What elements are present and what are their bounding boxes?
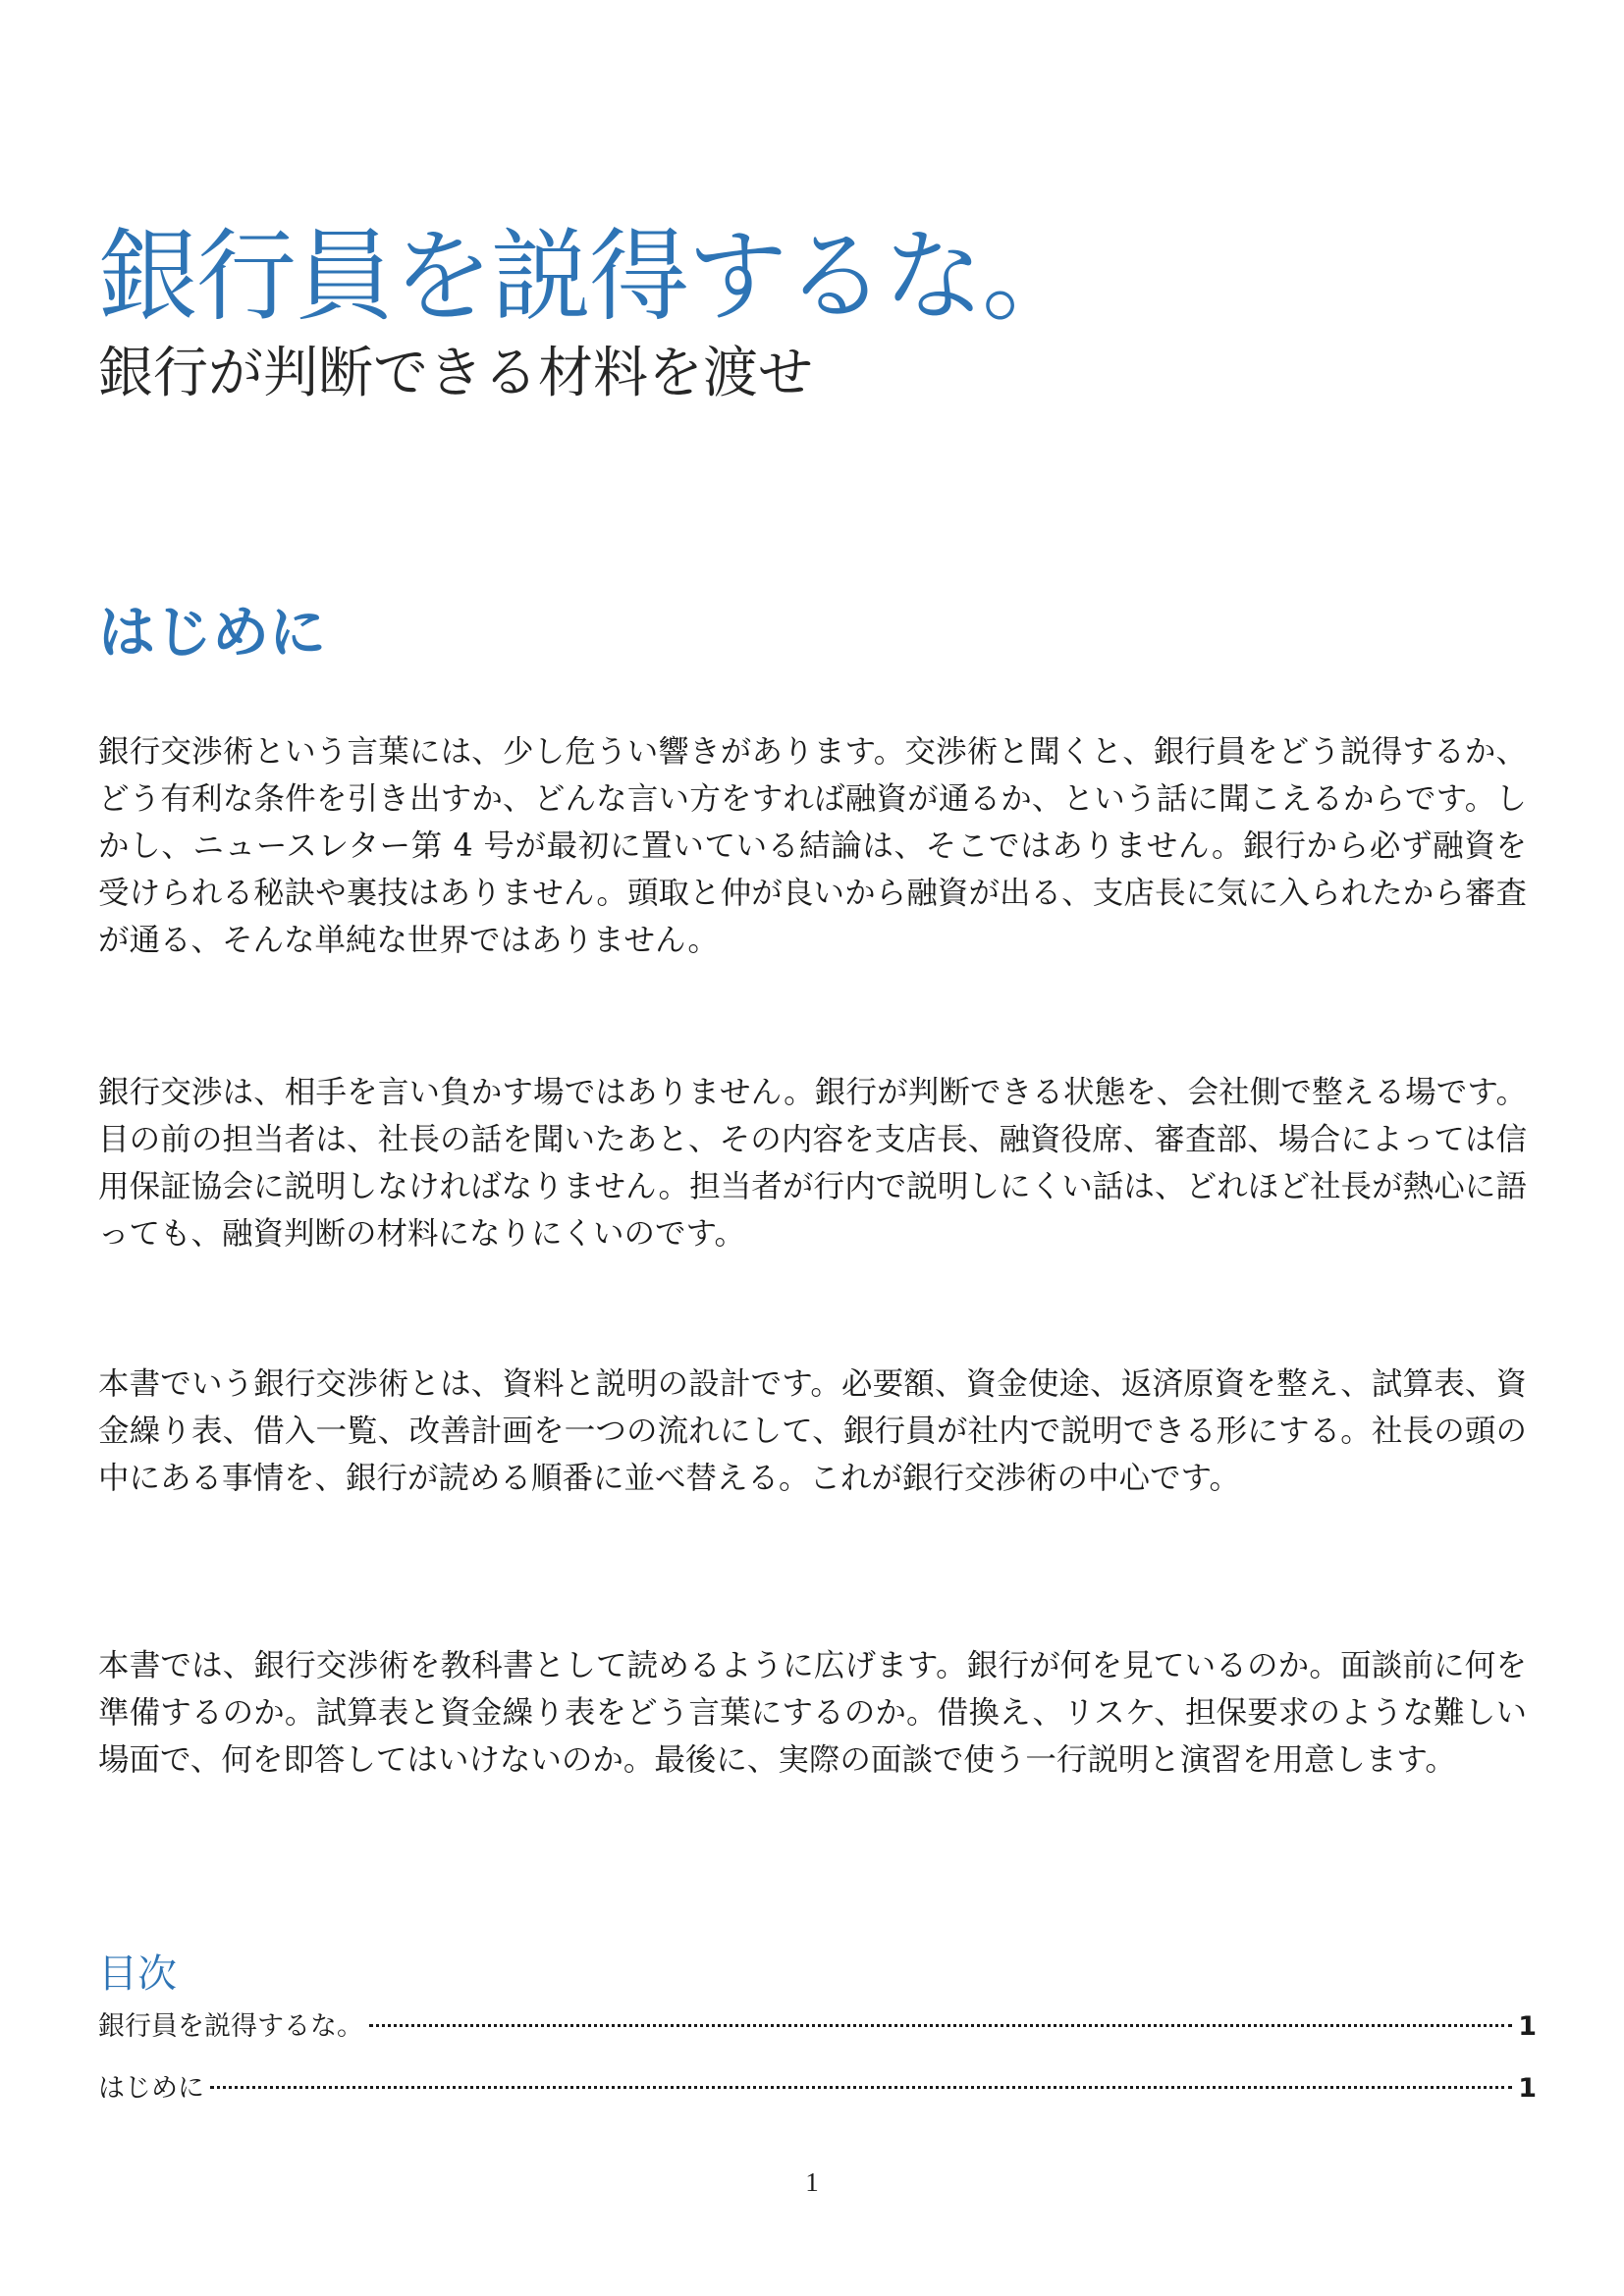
body-paragraph: 本書では、銀行交渉術を教科書として読めるように広げます。銀行が何を見ているのか。面談前に何を準備するのか。試算表と資金繰り表をどう言葉にするのか。借換え、リスケ、担保要求のような難しい場面で、何を即答してはいけないのか。最後に、実際の面談で使う一行説明と演習を用意します。 (98, 1648, 1527, 1778)
toc-dot-leader (210, 2086, 1512, 2089)
section-heading-introduction: はじめに (98, 599, 327, 667)
document-title: 銀行員を説得するな。 (98, 219, 1080, 337)
toc-entry-page[interactable]: 1 (1518, 2011, 1537, 2042)
toc-entry[interactable] (98, 2069, 1537, 2109)
toc-entry-label[interactable]: はじめに (98, 2073, 204, 2104)
body-paragraph: 銀行交渉は、相手を言い負かす場ではありません。銀行が判断できる状態を、会社側で整える場です。目の前の担当者は、社長の話を聞いたあと、その内容を支店長、融資役席、審査部、場合によっては信用保証協会に説明しなければなりません。担当者が行内で説明しにくい話は、どれほど社長が熱心に語っても、融資判断の材料になりにくいのです。 (98, 1075, 1527, 1252)
table-of-contents (98, 2007, 1537, 2131)
toc-entry-page[interactable]: 1 (1518, 2073, 1537, 2104)
body-paragraph: 銀行交渉術という言葉には、少し危うい響きがあります。交渉術と聞くと、銀行員をどう説得するか、どう有利な条件を引き出すか、どんな言い方をすれば融資が通るか、という話に聞こえるからです。しかし、ニュースレター第 4 号が最初に置いている結論は、そこではありません。銀行から必ず融資を受けられる秘訣や裏技はありません。頭取と仲が良いから融資が出る、支店長に気に入られたから審査が通る、そんな単純な世界ではありません。 (98, 734, 1527, 958)
toc-entry-label[interactable]: 銀行員を説得するな。 (98, 2011, 363, 2042)
document-subtitle: 銀行が判断できる材料を渡せ (98, 342, 813, 405)
page-number: 1 (805, 2167, 819, 2197)
toc-entry[interactable] (98, 2007, 1537, 2047)
body-paragraph: 本書でいう銀行交渉術とは、資料と説明の設計です。必要額、資金使途、返済原資を整え、試算表、資金繰り表、借入一覧、改善計画を一つの流れにして、銀行員が社内で説明できる形にする。社長の頭の中にある事情を、銀行が読める順番に並べ替える。これが銀行交渉術の中心です。 (98, 1366, 1527, 1496)
toc-heading: 目次 (98, 1951, 177, 1997)
toc-dot-leader (369, 2024, 1512, 2027)
